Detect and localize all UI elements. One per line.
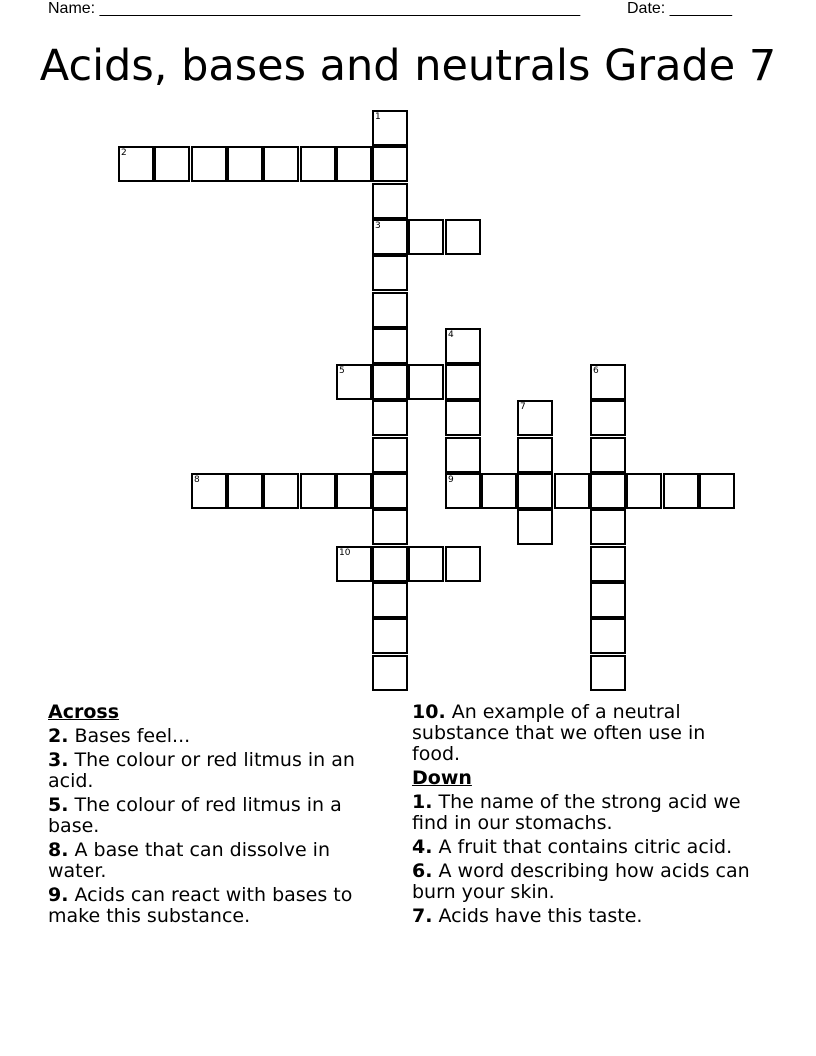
clue-text: Acids can react with bases to make this substance. <box>48 884 353 927</box>
grid-cell[interactable] <box>445 219 481 255</box>
grid-cell[interactable] <box>517 400 553 436</box>
grid-cell[interactable] <box>372 400 408 436</box>
clue-down-1 <box>412 792 752 834</box>
clue-number-label: 6 <box>593 366 599 376</box>
grid-cell[interactable] <box>590 437 626 473</box>
grid-cell[interactable] <box>336 364 372 400</box>
clue-text: A fruit that contains citric acid. <box>432 836 733 858</box>
clue-down-4 <box>412 837 752 858</box>
grid-cell[interactable] <box>263 473 299 509</box>
clue-down-7 <box>412 906 752 927</box>
grid-cell[interactable] <box>191 473 227 509</box>
clue-number-label: 7 <box>520 402 526 412</box>
clue-number-label: 9 <box>448 475 454 485</box>
clue-across-3 <box>48 750 388 792</box>
grid-cell[interactable] <box>445 437 481 473</box>
across-heading: Across <box>48 701 120 723</box>
grid-cell[interactable] <box>300 473 336 509</box>
grid-cell[interactable] <box>554 473 590 509</box>
grid-cell[interactable] <box>227 473 263 509</box>
grid-cell[interactable] <box>590 400 626 436</box>
clue-number: 8. <box>48 839 69 861</box>
grid-cell[interactable] <box>590 364 626 400</box>
clue-number: 1. <box>412 791 433 813</box>
clue-text: A base that can dissolve in water. <box>48 839 330 882</box>
grid-cell[interactable] <box>372 255 408 291</box>
grid-cell[interactable] <box>118 146 154 182</box>
grid-cell[interactable] <box>445 546 481 582</box>
name-line: Name: ______________________________________________________ <box>48 0 581 17</box>
grid-cell[interactable] <box>336 546 372 582</box>
grid-cell[interactable] <box>191 146 227 182</box>
grid-cell[interactable] <box>372 655 408 691</box>
down-heading: Down <box>412 767 472 789</box>
clue-number: 3. <box>48 749 69 771</box>
grid-cell[interactable] <box>590 546 626 582</box>
grid-cell[interactable] <box>372 146 408 182</box>
clue-number: 6. <box>412 860 433 882</box>
grid-cell[interactable] <box>590 509 626 545</box>
clue-number: 5. <box>48 794 69 816</box>
clue-text: The name of the strong acid we find in our stomachs. <box>412 791 741 834</box>
grid-cell[interactable] <box>408 219 444 255</box>
grid-cell[interactable] <box>626 473 662 509</box>
date-line: Date: _______ <box>627 0 732 17</box>
clue-across-10 <box>412 702 752 765</box>
clue-number-label: 1 <box>375 112 381 122</box>
grid-cell[interactable] <box>517 473 553 509</box>
clue-number-label: 2 <box>121 148 127 158</box>
grid-cell[interactable] <box>663 473 699 509</box>
grid-cell[interactable] <box>445 400 481 436</box>
grid-cell[interactable] <box>227 146 263 182</box>
clue-text: The colour of red litmus in a base. <box>48 794 342 837</box>
grid-cell[interactable] <box>336 473 372 509</box>
grid-cell[interactable] <box>445 364 481 400</box>
clue-text: The colour or red litmus in an acid. <box>48 749 355 792</box>
grid-cell[interactable] <box>372 509 408 545</box>
clue-number-label: 3 <box>375 221 381 231</box>
grid-cell[interactable] <box>590 655 626 691</box>
clue-across-9 <box>48 885 388 927</box>
page-title: Acids, bases and neutrals Grade 7 <box>39 41 777 91</box>
grid-cell[interactable] <box>408 546 444 582</box>
grid-cell[interactable] <box>372 437 408 473</box>
grid-cell[interactable] <box>372 110 408 146</box>
clue-number: 4. <box>412 836 433 858</box>
grid-cell[interactable] <box>372 582 408 618</box>
clue-number-label: 4 <box>448 330 454 340</box>
grid-cell[interactable] <box>372 292 408 328</box>
grid-cell[interactable] <box>517 509 553 545</box>
clue-number-label: 8 <box>194 475 200 485</box>
clue-text: A word describing how acids can burn your skin. <box>412 860 750 903</box>
clue-across-2 <box>48 726 388 747</box>
clue-number: 2. <box>48 725 69 747</box>
clue-number-label: 10 <box>339 548 351 558</box>
grid-cell[interactable] <box>445 328 481 364</box>
clue-text: An example of a neutral substance that we often use in food. <box>412 701 706 765</box>
clue-number: 10. <box>412 701 446 723</box>
grid-cell[interactable] <box>372 183 408 219</box>
grid-cell[interactable] <box>372 219 408 255</box>
clue-down-6 <box>412 861 752 903</box>
grid-cell[interactable] <box>154 146 190 182</box>
clue-number-label: 5 <box>339 366 345 376</box>
grid-cell[interactable] <box>699 473 735 509</box>
grid-cell[interactable] <box>372 364 408 400</box>
grid-cell[interactable] <box>372 473 408 509</box>
grid-cell[interactable] <box>372 546 408 582</box>
grid-cell[interactable] <box>590 582 626 618</box>
clue-number: 9. <box>48 884 69 906</box>
clues-column-left <box>48 702 388 930</box>
clue-text: Acids have this taste. <box>432 905 643 927</box>
grid-cell[interactable] <box>372 328 408 364</box>
grid-cell[interactable] <box>481 473 517 509</box>
grid-cell[interactable] <box>590 618 626 654</box>
clue-across-5 <box>48 795 388 837</box>
grid-cell[interactable] <box>263 146 299 182</box>
grid-cell[interactable] <box>445 473 481 509</box>
clues-column-right <box>412 702 752 930</box>
grid-cell[interactable] <box>300 146 336 182</box>
grid-cell[interactable] <box>590 473 626 509</box>
clue-text: Bases feel... <box>68 725 191 747</box>
grid-cell[interactable] <box>372 618 408 654</box>
clue-number: 7. <box>412 905 433 927</box>
grid-cell[interactable] <box>408 364 444 400</box>
grid-cell[interactable] <box>336 146 372 182</box>
grid-cell[interactable] <box>517 437 553 473</box>
clue-across-8 <box>48 840 388 882</box>
